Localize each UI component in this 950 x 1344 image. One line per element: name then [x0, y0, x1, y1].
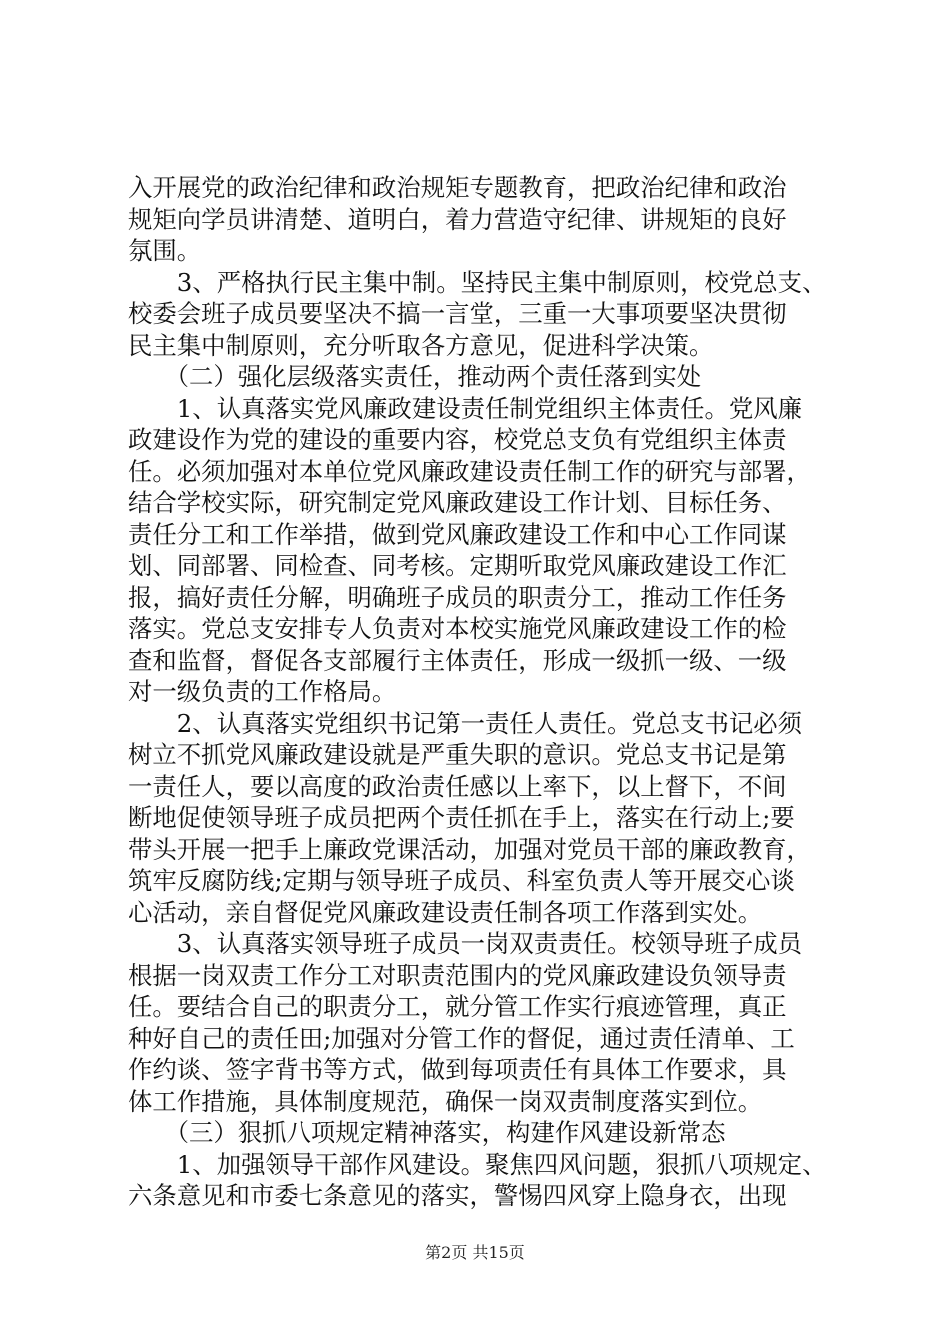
text-line: 断地促使领导班子成员把两个责任抓在手上，落实在行动上;要 [128, 803, 795, 832]
text-line: 民主集中制原则，充分听取各方意见，促进科学决策。 [128, 330, 714, 360]
text-line: 划、同部署、同检查、同考核。定期听取党风廉政建设工作汇 [128, 551, 787, 580]
text-line: 查和监督，督促各支部履行主体责任，形成一级抓一级、一级 [128, 645, 787, 675]
text-line: 1、认真落实党风廉政建设责任制党组织主体责任。党风廉 [128, 393, 803, 423]
text-line: 根据一岗双责工作分工对职责范围内的党风廉政建设负领导责 [128, 960, 787, 990]
text-line: 规矩向学员讲清楚、道明白，着力营造守纪律、讲规矩的良好 [128, 204, 787, 234]
text-line: 任。要结合自己的职责分工，就分管工作实行痕迹管理，真正 [128, 992, 787, 1021]
text-line: 任。必须加强对本单位党风廉政建设责任制工作的研究与部署， [128, 456, 811, 486]
text-line: 一责任人，要以高度的政治责任感以上率下，以上督下，不间 [128, 771, 787, 801]
text-line: 树立不抓党风廉政建设就是严重失职的意识。党总支书记是第 [128, 740, 787, 769]
text-line: 3、严格执行民主集中制。坚持民主集中制原则，校党总支、 [128, 267, 827, 297]
text-line: 政建设作为党的建设的重要内容，校党总支负有党组织主体责 [128, 425, 787, 454]
body-text [128, 172, 828, 1212]
text-line: 心活动，亲自督促党风廉政建设责任制各项工作落到实处。 [128, 897, 763, 927]
text-line: 六条意见和市委七条意见的落实，警惕四风穿上隐身衣，出现 [128, 1181, 787, 1210]
text-line: 氛围。 [128, 236, 202, 265]
text-line: 种好自己的责任田;加强对分管工作的督促，通过责任清单、工 [128, 1023, 795, 1053]
text-line: 3、认真落实领导班子成员一岗双责责任。校领导班子成员 [128, 929, 803, 958]
text-line: 筑牢反腐防线;定期与领导班子成员、科室负责人等开展交心谈 [128, 866, 795, 895]
text-line: 校委会班子成员要坚决不搞一言堂，三重一大事项要坚决贯彻 [128, 299, 787, 328]
text-line: 作约谈、签字背书等方式，做到每项责任有具体工作要求，具 [128, 1055, 787, 1084]
text-line: 2、认真落实党组织书记第一责任人责任。党总支书记必须 [128, 708, 803, 738]
text-line: 报，搞好责任分解，明确班子成员的职责分工，推动工作任务 [128, 582, 787, 612]
text-line: 体工作措施，具体制度规范，确保一岗双责制度落实到位。 [128, 1086, 763, 1116]
text-line: 1、加强领导干部作风建设。聚焦四风问题，狠抓八项规定、 [128, 1149, 827, 1179]
page-number-footer: 第2页 共15页 [425, 1243, 525, 1262]
text-line: 结合学校实际，研究制定党风廉政建设工作计划、目标任务、 [128, 488, 787, 517]
text-line: 责任分工和工作举措，做到党风廉政建设工作和中心工作同谋 [128, 519, 787, 549]
section-heading: （三）狠抓八项规定精神落实，构建作风建设新常态 [128, 1118, 726, 1147]
text-line: 对一级负责的工作格局。 [128, 677, 397, 706]
text-line: 带头开展一把手上廉政党课活动，加强对党员干部的廉政教育， [128, 834, 811, 864]
text-line: 入开展党的政治纪律和政治规矩专题教育，把政治纪律和政治 [128, 173, 787, 202]
section-heading: （二）强化层级落实责任，推动两个责任落到实处 [128, 362, 702, 391]
text-line: 落实。党总支安排专人负责对本校实施党风廉政建设工作的检 [128, 614, 787, 643]
